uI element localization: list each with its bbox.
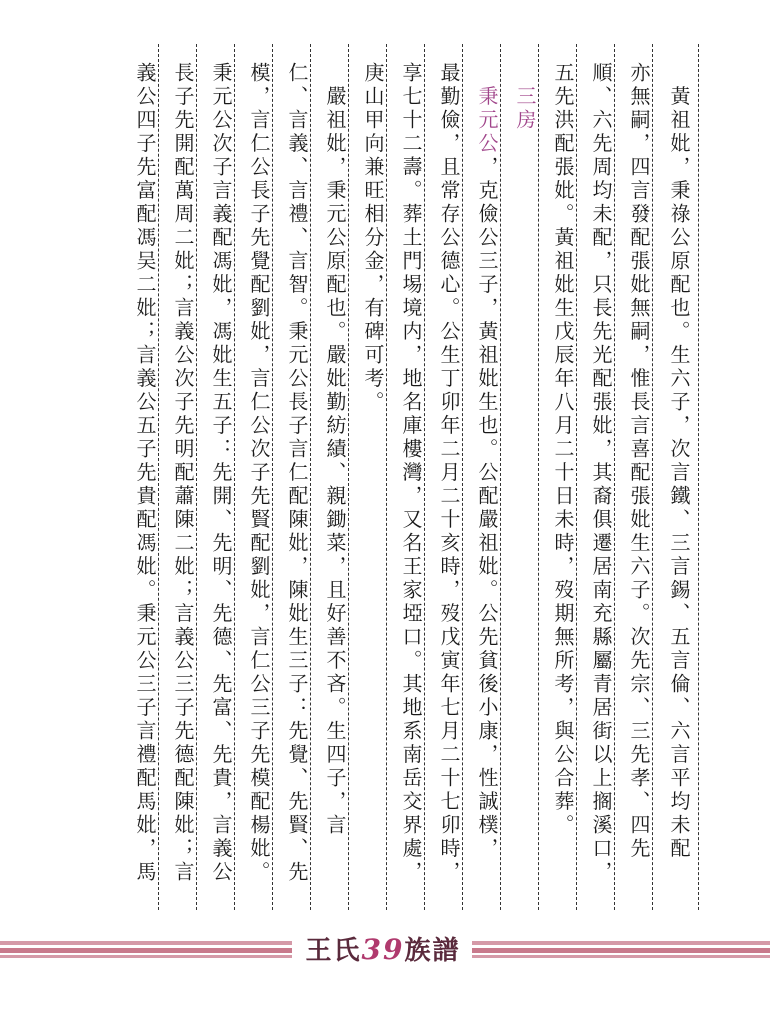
text-column-14: 長子先開配萬周二妣；言義公次子先明配蕭陳二妣；言義公三子先德配陳妣；言	[171, 62, 195, 885]
text-column-15: 義公四子先富配馮吴二妣；言義公五子先貴配馮妣。秉元公三子言禮配馬妣，馬	[133, 62, 157, 885]
text-column-8: 享七十二壽。葬土門埸境内，地名庫樓灣，又名王家埡口。其地系南岳交界處，	[399, 62, 423, 885]
footer-suffix: 族譜	[404, 936, 461, 966]
text-column-10: 嚴祖妣，秉元公原配也。嚴妣勤紡績、親鋤菜，且好善不吝。生四子，言	[323, 62, 347, 838]
text-column-6-rest: ，克儉公三子，黃祖妣生也。公配嚴祖妣。公先貧後小康，性誠樸，	[475, 156, 499, 861]
page-number: 39	[361, 933, 405, 966]
text-column-12: 模，言仁公長子先覺配劉妣，言仁公次子先賢配劉妣，言仁公三子先模配楊妣。	[247, 62, 271, 885]
section-heading: 三房	[513, 62, 537, 133]
text-column-1: 黃祖妣，秉祿公原配也。生六子，次言鐵、三言錫、五言倫、六言平均未配	[667, 62, 691, 861]
text-column-9: 庚山甲向兼旺相分金，有碑可考。	[361, 62, 385, 415]
footer-title	[298, 930, 468, 970]
text-column-13: 秉元公次子言義配馮妣，馮妣生五子：先開、先明、先德、先富、先貴，言義公	[209, 62, 233, 885]
text-column-6	[470, 62, 504, 912]
text-column-4: 五先洪配張妣。黃祖妣生戊辰年八月二十日未時，歿期無所考，與公合葬。	[551, 62, 575, 838]
text-column-7: 最勤儉，且常存公德心。公生丁卯年二月二十亥時，歿戊寅年七月二十七卯時，	[437, 62, 461, 885]
text-column-2: 亦無嗣，四言發配張妣無嗣，惟長言喜配張妣生六子。次先宗、三先孝、四先	[627, 62, 651, 861]
footer-prefix: 王氏	[305, 936, 362, 966]
text-column-11: 仁、言義、言禮、言智。秉元公長子言仁配陳妣，陳妣生三子：先覺、先賢、先	[285, 62, 309, 885]
highlight-name: 秉元公	[475, 62, 499, 156]
text-column-3: 順、六先周均未配，只長先光配張妣，其裔俱遷居南充縣屬青居街以上搁溪口，	[589, 62, 613, 885]
column-separator	[698, 44, 699, 910]
